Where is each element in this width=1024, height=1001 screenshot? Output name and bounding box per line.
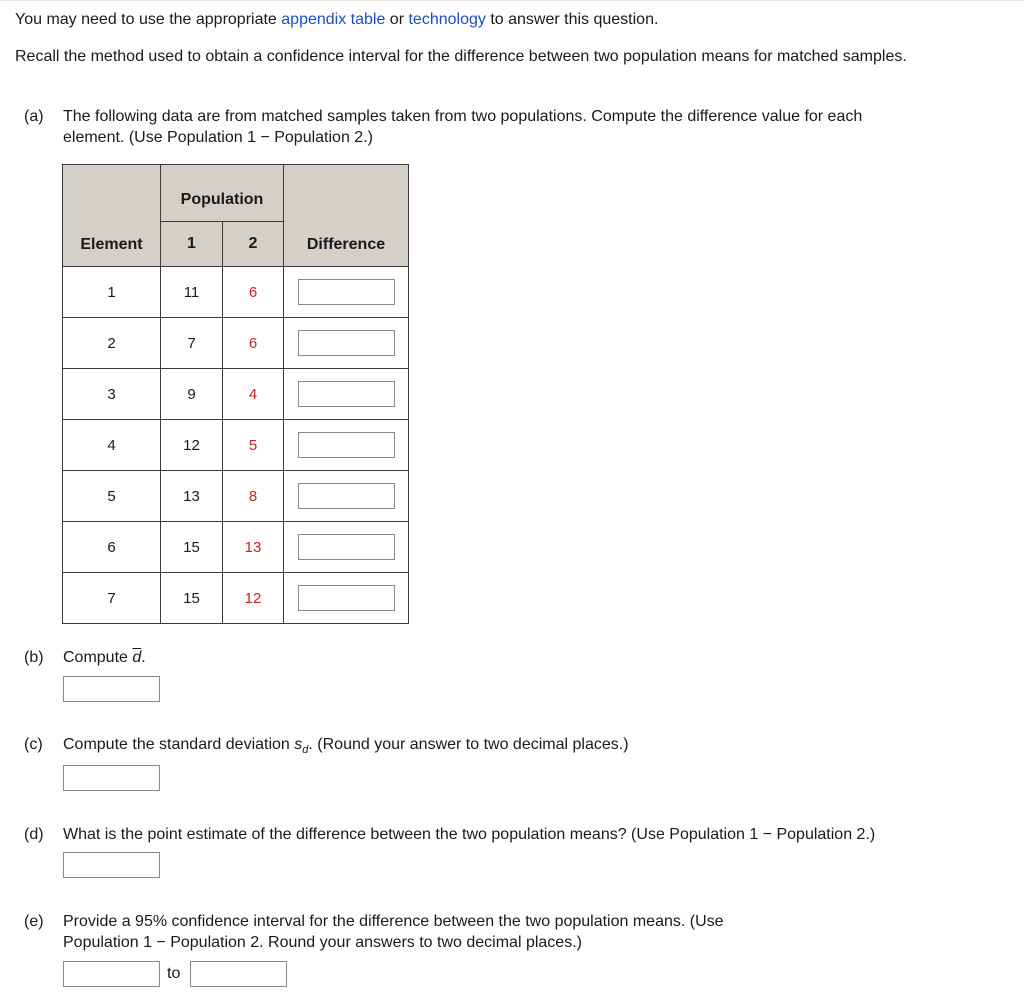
intro-prefix: You may need to use the appropriate	[15, 11, 282, 28]
header-pop1: 1	[161, 222, 223, 267]
part-e-line2: Population 1 − Population 2. Round your answers to two decimal places.)	[63, 934, 582, 951]
s-symbol: s	[294, 736, 303, 753]
pop1-cell: 15	[161, 522, 223, 573]
intro-suffix: to answer this question.	[485, 11, 659, 28]
pop2-cell: 12	[223, 573, 284, 624]
difference-cell	[284, 369, 409, 420]
header-element: Element	[63, 165, 161, 267]
point-estimate-input[interactable]	[63, 852, 160, 878]
to-label: to	[167, 965, 181, 982]
difference-input-6[interactable]	[298, 534, 395, 560]
difference-input-5[interactable]	[298, 483, 395, 509]
ci-upper-input[interactable]	[190, 961, 287, 987]
intro-middle: or	[385, 11, 409, 28]
data-table	[62, 164, 409, 624]
element-cell: 4	[63, 420, 161, 471]
pop2-cell: 4	[223, 369, 284, 420]
table-row	[63, 318, 409, 369]
part-c-text	[63, 734, 629, 757]
pop2-cell: 5	[223, 420, 284, 471]
pop2-cell: 13	[223, 522, 284, 573]
table-row	[63, 573, 409, 624]
d-bar-symbol: $\overline{d}$	[132, 649, 142, 666]
difference-cell	[284, 267, 409, 318]
table-row	[63, 522, 409, 573]
pop2-cell: 8	[223, 471, 284, 522]
d-subscript: d	[302, 744, 309, 756]
pop1-cell: 12	[161, 420, 223, 471]
difference-cell	[284, 573, 409, 624]
element-cell: 3	[63, 369, 161, 420]
difference-input-3[interactable]	[298, 381, 395, 407]
element-cell: 5	[63, 471, 161, 522]
header-pop2: 2	[223, 222, 284, 267]
recall-text: Recall the method used to obtain a confidence interval for the difference between two population means for matched samples.	[15, 48, 907, 65]
part-d-text: What is the point estimate of the difference between the two population means? (Use Population 1 − Population 2.)	[63, 826, 876, 843]
pop2-cell: 6	[223, 267, 284, 318]
element-cell: 2	[63, 318, 161, 369]
part-b-label: (b)	[24, 649, 44, 666]
header-difference: Difference	[284, 165, 409, 267]
intro-text	[15, 9, 658, 30]
difference-cell	[284, 420, 409, 471]
part-c-label: (c)	[24, 736, 43, 753]
difference-input-4[interactable]	[298, 432, 395, 458]
difference-input-2[interactable]	[298, 330, 395, 356]
top-divider	[0, 0, 1024, 1]
difference-input-7[interactable]	[298, 585, 395, 611]
pop1-cell: 7	[161, 318, 223, 369]
pop1-cell: 9	[161, 369, 223, 420]
table-row	[63, 471, 409, 522]
table-row	[63, 369, 409, 420]
difference-input-1[interactable]	[298, 279, 395, 305]
part-b-end: .	[141, 649, 146, 666]
part-c-end: . (Round your answer to two decimal places.)	[308, 736, 629, 753]
part-d-label: (d)	[24, 826, 44, 843]
element-cell: 1	[63, 267, 161, 318]
table-row	[63, 267, 409, 318]
ci-lower-input[interactable]	[63, 961, 160, 987]
pop1-cell: 13	[161, 471, 223, 522]
part-c-prompt: Compute the standard deviation	[63, 736, 295, 753]
part-e-label: (e)	[24, 913, 44, 930]
d-bar-input[interactable]	[63, 676, 160, 702]
appendix-table-link[interactable]: appendix table	[281, 11, 386, 28]
pop1-cell: 15	[161, 573, 223, 624]
part-a-label: (a)	[24, 108, 44, 125]
difference-cell	[284, 522, 409, 573]
technology-link[interactable]: technology	[408, 11, 486, 28]
element-cell: 6	[63, 522, 161, 573]
element-cell: 7	[63, 573, 161, 624]
part-a-line1: The following data are from matched samples taken from two populations. Compute the difference value for each	[63, 108, 863, 125]
part-e-line1: Provide a 95% confidence interval for the difference between the two population means. (Use	[63, 913, 724, 930]
part-b-text	[63, 647, 146, 668]
std-dev-input[interactable]	[63, 765, 160, 791]
table-row	[63, 420, 409, 471]
part-b-prompt: Compute	[63, 649, 133, 666]
header-population: Population	[161, 165, 284, 222]
difference-cell	[284, 318, 409, 369]
part-a-line2: element. (Use Population 1 − Population 2.)	[63, 129, 373, 146]
pop2-cell: 6	[223, 318, 284, 369]
pop1-cell: 11	[161, 267, 223, 318]
difference-cell	[284, 471, 409, 522]
